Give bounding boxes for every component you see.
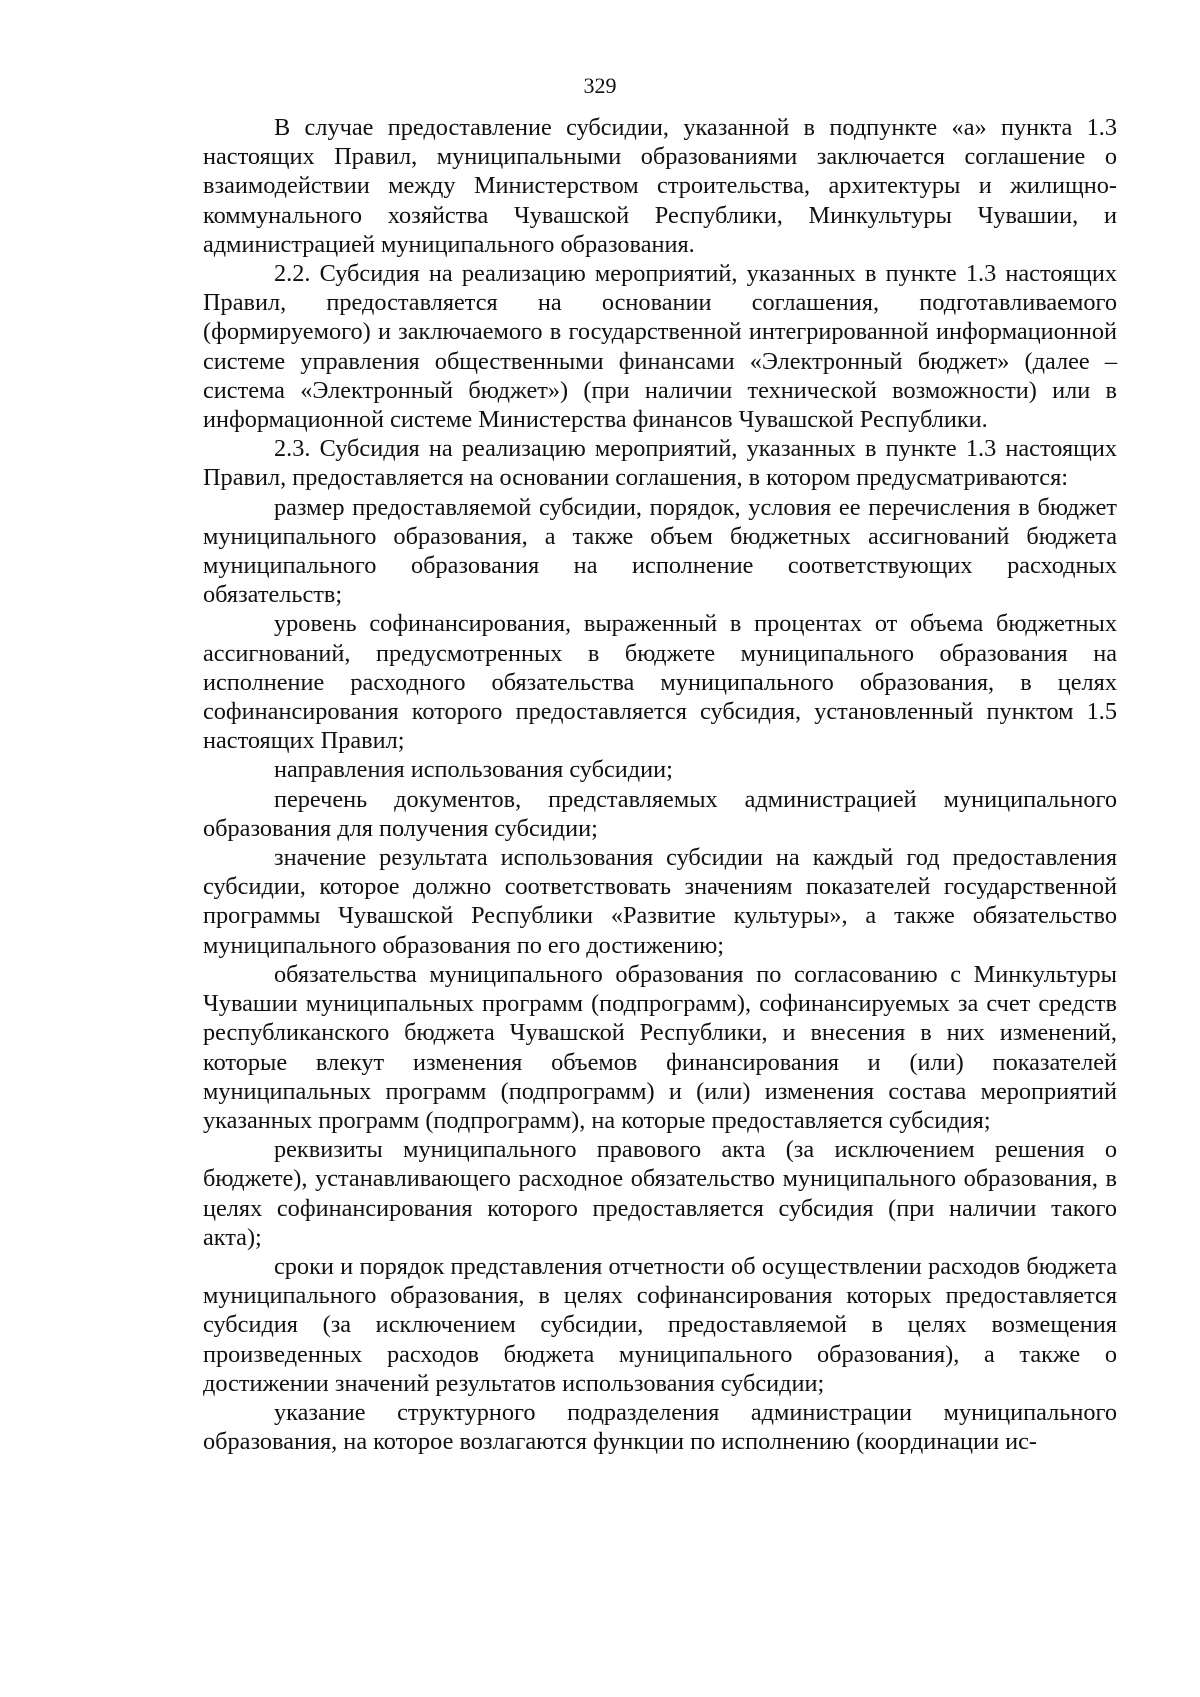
list-item-responsible-unit: указание структурного подразделения администрации муниципального образования, на которое возлагаются функции по исполнению (координации ис- (203, 1398, 1117, 1456)
list-item-documents: перечень документов, представляемых администрацией муниципального образования для получения субсидии; (203, 785, 1117, 842)
list-item-result-value: значение результата использования субсидии на каждый год предоставления субсидии, которое должно соответствовать значениям показателей государственной программы Чувашской Республики «Развитие культуры», а также обязательство муниципального образования по его достижению; (203, 844, 1117, 959)
body-text (203, 113, 1117, 1456)
list-item-program-approval: обязательства муниципального образования по согласованию с Минкультуры Чувашии муниципальных программ (подпрограмм), софинансируемых за счет средств республиканского бюджета Чувашской Республики, и внесения в них изменений, которые влекут изменения объемов финансирования и (или) показателей муниципальных программ (подпрограмм) и (или) изменения состава мероприятий указанных программ (подпрограмм), на которые предоставляется субсидия; (203, 960, 1117, 1134)
paragraph-agreement-interaction: В случае предоставление субсидии, указанной в подпункте «а» пункта 1.3 настоящих Правил, муниципальными образованиями заключается соглашение о взаимодействии между Министерством строительства, архитектуры и жилищно-коммунального хозяйства Чувашской Республики, Минкультуры Чувашии, и администрацией муниципального образования. (203, 114, 1117, 258)
list-item-subsidy-amount: размер предоставляемой субсидии, порядок, условия ее перечисления в бюджет муниципального образования, а также объем бюджетных ассигнований бюджета муниципального образования на исполнение соответствующих расходных обязательств; (203, 493, 1117, 609)
list-item-legal-act-details: реквизиты муниципального правового акта (за исключением решения о бюджете), устанавливающего расходное обязательство муниципального образования, в целях софинансирования которого предоставляется субсидия (при наличии такого акта); (203, 1136, 1117, 1251)
page-number: 329 (583, 73, 617, 98)
paragraph-2-2: 2.2. Субсидия на реализацию мероприятий, указанных в пункте 1.3 настоящих Правил, предоставляется на основании соглашения, подготавливаемого (формируемого) и заключаемого в государственной интегрированной информационной системе управления общественными финансами «Электронный бюджет» (далее – система «Электронный бюджет») (при наличии технической возможности) или в информационной системе Министерства финансов Чувашской Республики. (203, 260, 1117, 434)
paragraph-2-3: 2.3. Субсидия на реализацию мероприятий, указанных в пункте 1.3 настоящих Правил, предоставляется на основании соглашения, в котором предусматриваются: (203, 435, 1117, 492)
list-item-reporting: сроки и порядок представления отчетности об осуществлении расходов бюджета муниципального образования, в целях софинансирования которых предоставляется субсидия (за исключением субсидии, предоставляемой в целях возмещения произведенных расходов бюджета муниципального образования), а также о достижении значений результатов использования субсидии; (203, 1252, 1117, 1397)
list-item-cofinancing-level: уровень софинансирования, выраженный в процентах от объема бюджетных ассигнований, предусмотренных в бюджете муниципального образования на исполнение расходного обязательства муниципального образования, в целях софинансирования которого предоставляется субсидия, установленный пунктом 1.5 настоящих Правил; (203, 610, 1117, 755)
list-item-usage-directions: направления использования субсидии; (274, 756, 673, 784)
